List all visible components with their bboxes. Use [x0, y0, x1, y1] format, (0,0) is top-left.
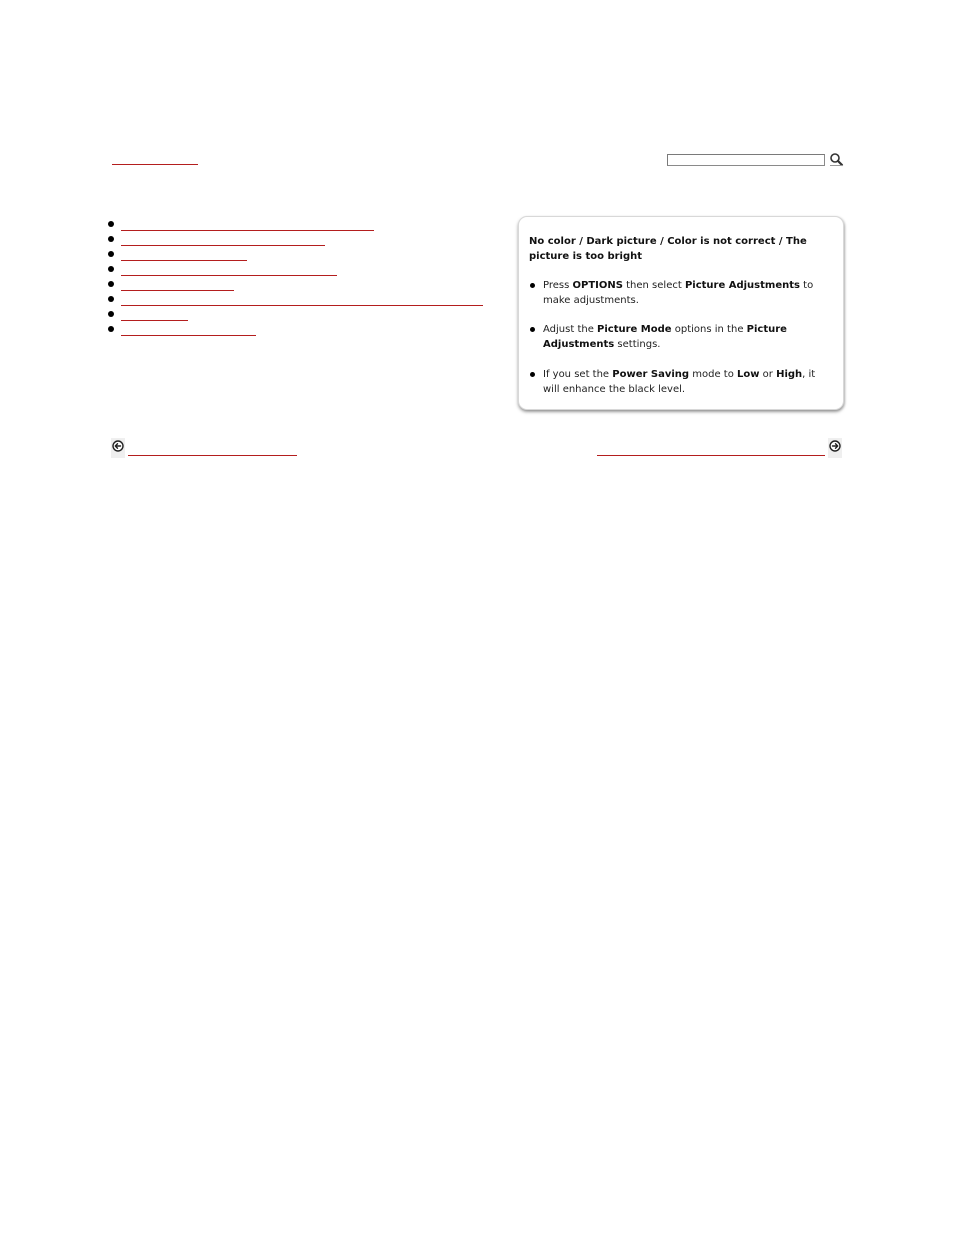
bullet [108, 251, 114, 257]
tip-keyword: Picture Adjustments [684, 280, 800, 291]
topic-link[interactable] [121, 294, 483, 306]
topic-link[interactable] [121, 324, 256, 336]
tip-text: or [759, 369, 777, 380]
bullet [108, 266, 114, 272]
topic-link[interactable] [121, 234, 325, 246]
topic-link[interactable] [121, 264, 337, 276]
tip-keyword: Power Saving [612, 369, 690, 380]
bullet [530, 327, 535, 332]
tip-text: options in the [671, 324, 747, 335]
bullet [108, 296, 114, 302]
tip-text: Adjust the [543, 324, 598, 335]
list-item [104, 306, 483, 321]
list-item [104, 231, 483, 246]
list-item [104, 321, 483, 336]
list-item [104, 261, 483, 276]
tip-keyword: Picture Mode [597, 324, 672, 335]
tip-text: to make adjustments. [543, 280, 814, 306]
bullet [108, 281, 114, 287]
bullet [108, 326, 114, 332]
troubleshooting-card [518, 216, 844, 410]
next-nav [597, 438, 842, 458]
tip-item [543, 367, 833, 397]
previous-link[interactable] [128, 443, 297, 456]
tip-keyword: OPTIONS [572, 280, 623, 291]
tip-keyword: Low [737, 369, 760, 380]
tip-text: settings. [614, 339, 661, 350]
arrow-right-circle-icon[interactable] [828, 438, 842, 458]
topic-link[interactable] [121, 219, 374, 231]
list-item [104, 291, 483, 306]
topic-link-list [104, 216, 483, 336]
topic-link[interactable] [121, 249, 247, 261]
next-link[interactable] [597, 443, 825, 456]
tip-keyword: High [776, 369, 803, 380]
bullet [108, 236, 114, 242]
tip-text: then select [622, 280, 685, 291]
magnifier-icon [829, 152, 844, 167]
tip-text: Press [543, 280, 573, 291]
tip-text: , it will enhance the black level. [543, 369, 816, 395]
topic-link[interactable] [121, 309, 188, 321]
bullet [530, 283, 535, 288]
search-button[interactable] [829, 152, 844, 167]
list-item [104, 246, 483, 261]
tip-text: mode to [689, 369, 738, 380]
bullet [530, 372, 535, 377]
search-input[interactable] [667, 154, 825, 166]
tip-item [543, 278, 833, 308]
tip-keyword: Picture Adjustments [543, 324, 787, 350]
top-link[interactable] [112, 150, 198, 165]
arrow-left-circle-icon[interactable] [111, 438, 125, 458]
tip-item [543, 322, 833, 352]
bullet [108, 311, 114, 317]
card-title: No color / Dark picture / Color is not correct / The picture is too bright [529, 236, 807, 262]
list-item [104, 216, 483, 231]
list-item [104, 276, 483, 291]
bullet [108, 221, 114, 227]
previous-nav [111, 438, 297, 458]
topic-link[interactable] [121, 279, 234, 291]
tip-text: If you set the [543, 369, 613, 380]
